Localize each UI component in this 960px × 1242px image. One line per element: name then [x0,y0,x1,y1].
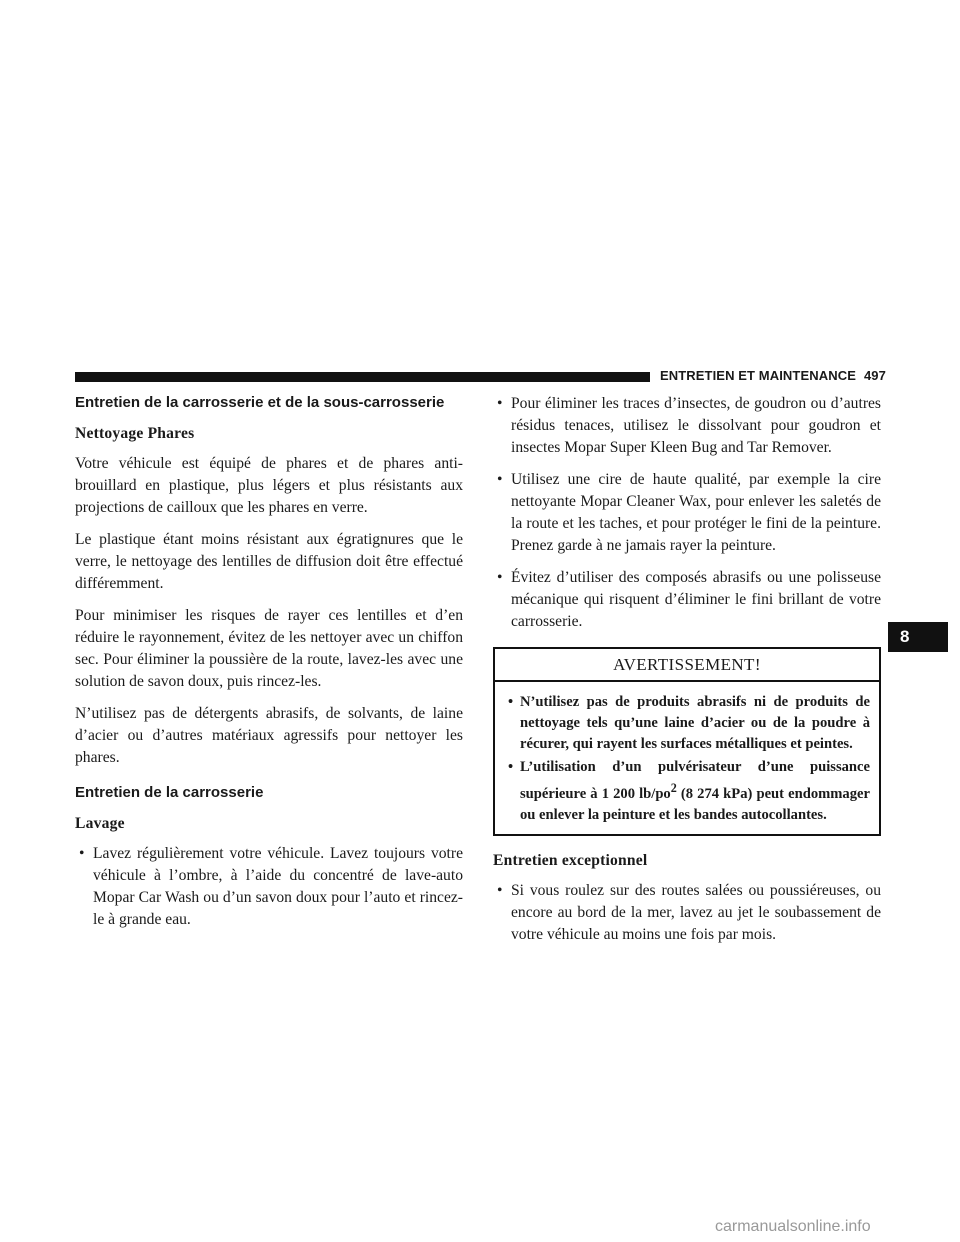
subheading-exceptional: Entretien exceptionnel [493,851,648,869]
list-item: • Lavez régulièrement votre véhicule. Lavez toujours votre véhicule à l’ombre, à l’aide du concentré de lave-auto Mopar Car Wash ou d’un savon doux pour l’auto et rincez-le à grande eau. [79,845,463,928]
subheading-headlights: Nettoyage Phares [75,425,195,442]
list-item: • Si vous roulez sur des routes salées ou poussiéreuses, ou encore au bord de la mer, lavez au jet le soubassement de votre véhicule au moins une fois par mois. [497,881,881,943]
page-number: 497 [863,368,886,383]
list-item: • Utilisez une cire de haute qualité, par exemple la cire nettoyante Mopar Cleaner Wax, pour enlever les saletés de la route et les taches, et pour protéger le fini de la peinture. Prenez garde à ne jamais rayer la peinture. [497,471,881,554]
warning-item: • N’utilisez pas de produits abrasifs ni de produits de nettoyage tels qu’une laine d’acier ou de la poudre à récurer, qui rayent les surfaces métalliques et peintes. [508,694,870,752]
section-heading-body: Entretien de la carrosserie [75,784,264,801]
bullet-icon: • [497,471,503,488]
superscript: 2 [670,781,677,795]
bullet-icon: • [79,845,85,862]
left-column [75,393,463,941]
bullet-icon: • [497,569,503,586]
subheading-washing: Lavage [75,815,125,832]
bullet-icon: • [497,881,503,899]
bullet-icon: • [508,759,514,775]
section-heading: Entretien de la carrosserie et de la sous-carrosserie [75,394,445,411]
header-rule [75,372,650,382]
warning-title: AVERTISSEMENT! [495,649,879,682]
chapter-tab: 8 [888,622,948,652]
running-header [660,368,886,383]
paragraph: Pour minimiser les risques de rayer ces lentilles et d’en réduire le rayonnement, évitez de les nettoyer avec un chiffon sec. Pour éliminer la poussière de la route, lavez-les avec une solution de savon doux, puis rincez-les. [75,607,463,690]
list-item: • Pour éliminer les traces d’insectes, de goudron ou d’autres résidus tenaces, utilisez le dissolvant pour goudron et insectes Mopar Super Kleen Bug and Tar Remover. [497,395,881,456]
bullet-icon: • [508,694,514,710]
chapter-title: ENTRETIEN ET MAINTENANCE [660,368,856,383]
warning-body [495,682,879,834]
paragraph: N’utilisez pas de détergents abrasifs, de solvants, de laine d’acier ou d’autres matériaux agressifs pour nettoyer les phares. [75,705,463,766]
paragraph: Le plastique étant moins résistant aux égratignures que le verre, le nettoyage des lentilles de diffusion doit être effectué différemment. [75,531,463,592]
warning-item: • L’utilisation d’un pulvérisateur d’une puissance supérieure à 1 200 $lb/po^2$ (8 274 kPa) peut endommager ou enlever la peinture et les bandes autocollantes. [508,759,870,823]
right-column [493,393,881,956]
warning-box [493,647,881,836]
bullet-icon: • [497,395,503,412]
list-item: • Évitez d’utiliser des composés abrasifs ou une polisseuse mécanique qui risquent d’éliminer le fini brillant de votre carrosserie. [497,569,881,630]
watermark: carmanualsonline.info [715,1218,871,1235]
paragraph: Votre véhicule est équipé de phares et de phares anti-brouillard en plastique, plus légers et plus résistants aux projections de cailloux que les phares en verre. [75,455,463,516]
